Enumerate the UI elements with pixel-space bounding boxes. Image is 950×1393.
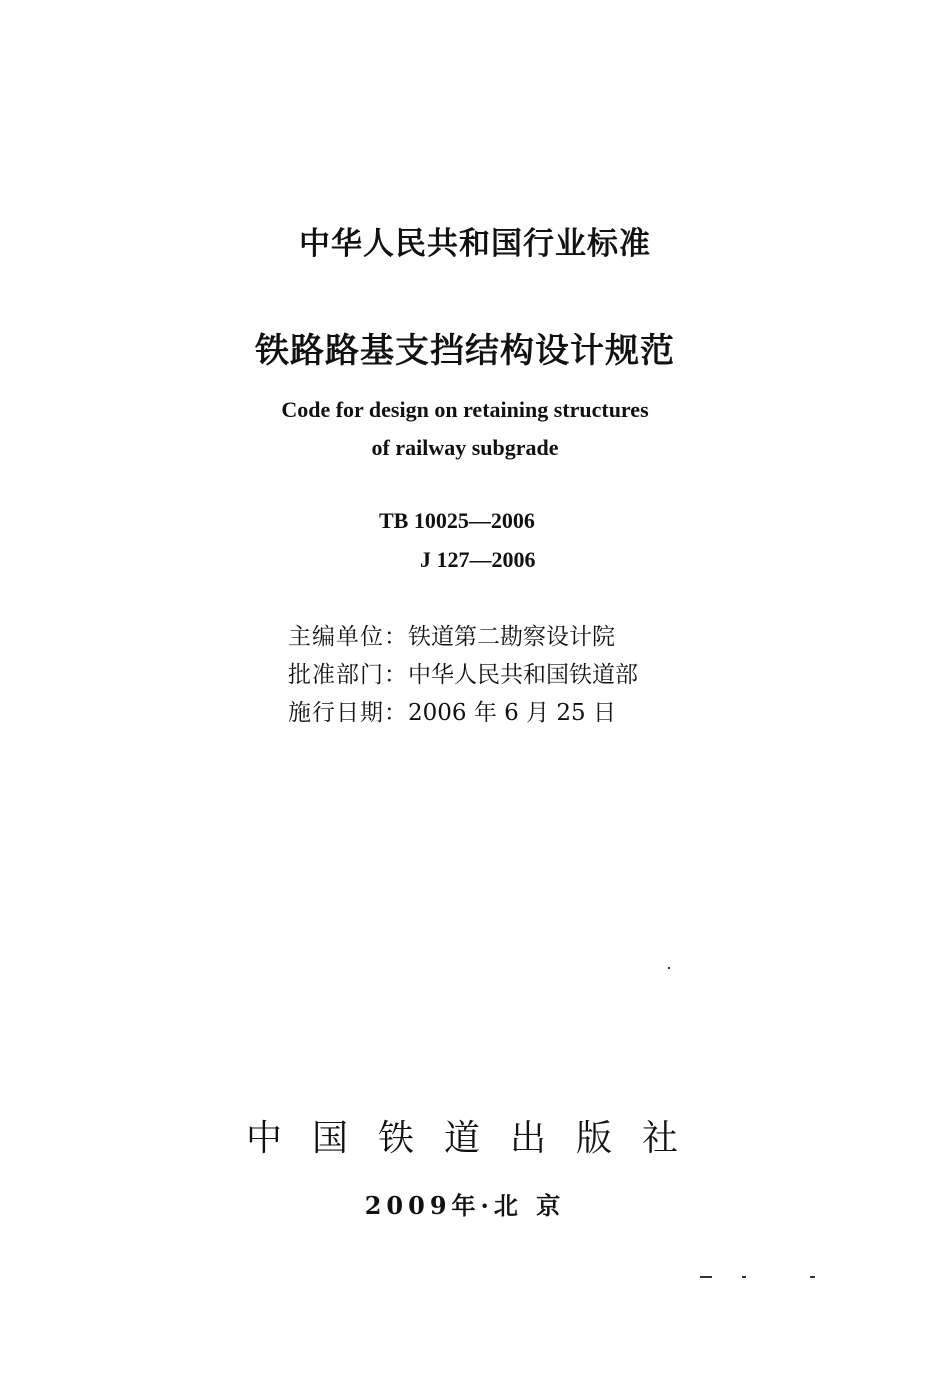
scan-speck [810,1276,815,1278]
editor-row [288,618,615,651]
scan-speck [668,967,670,969]
effective-date-label: 施行日期： [288,700,408,726]
approver-row [288,656,638,689]
editor-label: 主编单位： [288,624,408,650]
publisher-name: 中国铁道出版社 [246,1118,709,1159]
document-title-chinese: 铁路路基支挡结构设计规范 [255,331,675,371]
publication-date-place: 2009年·北 京 [364,1191,566,1220]
editor-value: 铁道第二勘察设计院 [408,624,615,650]
document-title-english-line2: of railway subgrade [371,435,559,460]
standard-category: 中华人民共和国行业标准 [299,226,651,262]
approver-value: 中华人民共和国铁道部 [408,662,638,688]
effective-date-row [288,694,616,727]
tb-standard-code: TB 10025—2006 [379,508,535,533]
effective-date-value: 2006 年 6 月 25 日 [408,700,616,726]
j-standard-code: J 127—2006 [420,547,536,572]
scan-speck [742,1276,746,1278]
approver-label: 批准部门： [288,662,408,688]
document-title-english-line1: Code for design on retaining structures [281,397,649,422]
scan-speck [700,1276,712,1278]
